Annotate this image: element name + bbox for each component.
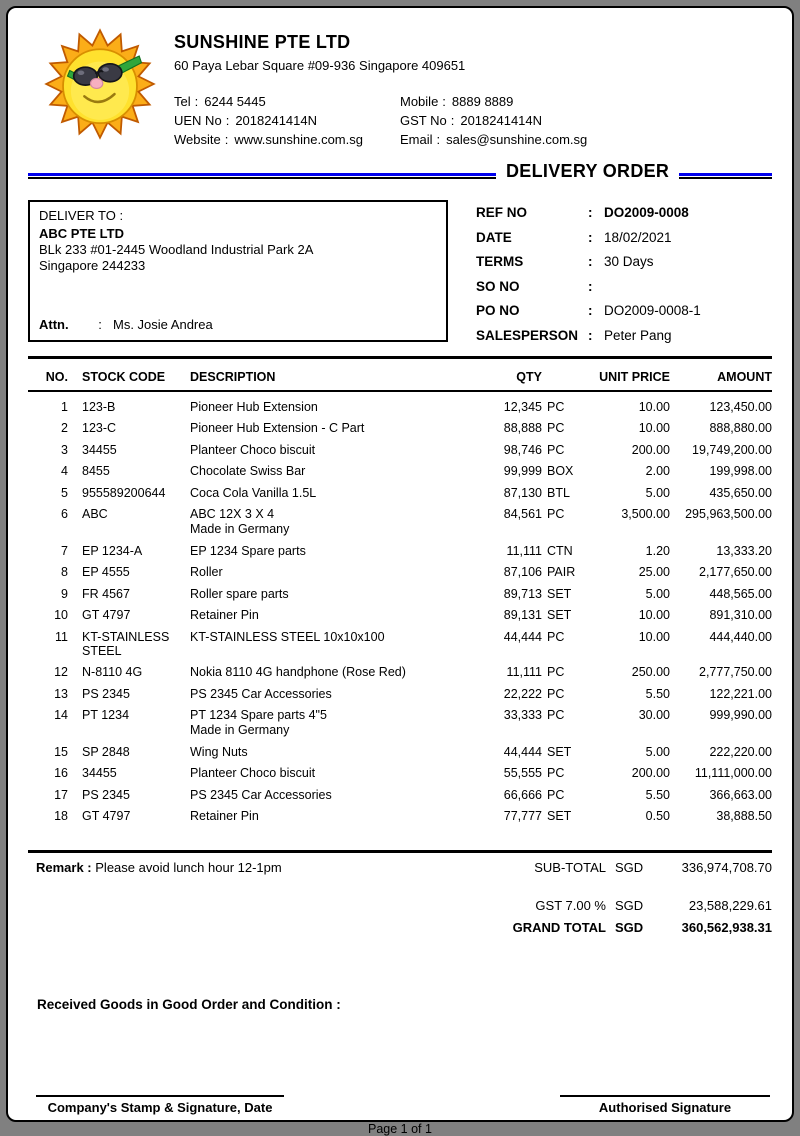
item-no: 13	[54, 686, 68, 701]
item-uom: PC	[547, 629, 565, 644]
item-qty: 66,666	[503, 787, 542, 802]
table-row	[28, 500, 772, 537]
contact-value: 8889 8889	[451, 94, 514, 109]
document-title-row	[28, 162, 772, 181]
table-row	[28, 679, 772, 701]
table-row	[28, 579, 772, 601]
item-qty: 12,345	[503, 399, 542, 414]
item-no: 1	[61, 399, 68, 414]
order-info-label: SO NO	[476, 278, 520, 294]
item-description	[190, 788, 462, 802]
order-info-label: TERMS	[476, 254, 524, 269]
item-amount: 888,880.00	[709, 421, 772, 435]
total-currency: SGD	[615, 920, 644, 935]
item-description	[190, 809, 462, 823]
table-row	[28, 622, 772, 658]
order-info	[476, 200, 772, 352]
contact-row	[174, 113, 400, 128]
item-amount: 999,990.00	[709, 708, 772, 722]
item-stock-code: GT 4797	[82, 809, 131, 823]
col-header-amount: AMOUNT	[717, 370, 772, 384]
contact-value: 2018241414N	[235, 113, 318, 128]
item-uom: CTN	[547, 543, 573, 558]
item-no: 7	[61, 543, 68, 558]
item-amount: 366,663.00	[709, 787, 772, 802]
item-stock-code: 955589200644	[82, 485, 166, 500]
total-amount: 336,974,708.70	[681, 860, 772, 875]
total-row	[513, 891, 772, 913]
item-qty: 77,777	[503, 809, 542, 823]
item-unit-price: 5.00	[645, 485, 670, 500]
item-description-line1: Planteer Choco biscuit	[190, 766, 316, 780]
item-uom: PC	[547, 507, 565, 521]
item-qty: 87,106	[503, 565, 542, 579]
item-uom: PC	[547, 787, 565, 802]
item-stock-code: 34455	[82, 766, 117, 780]
sun-logo-icon	[36, 28, 164, 140]
table-row	[28, 802, 772, 824]
item-unit-price: 2.00	[645, 464, 670, 478]
item-amount: 199,998.00	[709, 464, 772, 478]
total-currency: SGD	[615, 898, 644, 913]
order-info-value: DO2009-0008-1	[604, 303, 701, 318]
item-stock-code: EP 4555	[82, 565, 130, 579]
item-qty: 87,130	[503, 485, 542, 500]
order-info-value: Peter Pang	[604, 327, 672, 343]
company-header	[28, 28, 772, 147]
order-info-row	[476, 230, 772, 245]
item-description	[190, 587, 462, 601]
item-amount: 891,310.00	[709, 608, 772, 622]
deliver-to-label: DELIVER TO :	[39, 208, 124, 223]
table-row	[28, 414, 772, 436]
contact-label: GST No	[400, 113, 447, 128]
item-qty: 84,561	[503, 507, 542, 521]
item-no: 12	[54, 665, 68, 679]
item-uom: SET	[547, 809, 572, 823]
total-amount: 23,588,229.61	[688, 898, 772, 913]
item-description-line1: Roller	[190, 565, 223, 579]
col-header-stock-code: STOCK CODE	[82, 370, 166, 384]
contact-colon: :	[436, 132, 441, 147]
company-name: SUNSHINE PTE LTD	[174, 32, 351, 52]
order-info-label: REF NO	[476, 205, 528, 220]
contact-row	[174, 132, 400, 147]
item-description	[190, 486, 462, 500]
deliver-to-box	[28, 200, 448, 342]
item-no: 14	[54, 708, 68, 722]
item-description-line1: Chocolate Swiss Bar	[190, 464, 306, 478]
page-number: Page 1 of 1	[368, 1122, 432, 1136]
order-info-colon: :	[588, 254, 593, 269]
order-info-label: SALESPERSON	[476, 327, 579, 343]
item-uom: PC	[547, 686, 565, 701]
contact-row	[400, 113, 587, 128]
order-info-value: 18/02/2021	[604, 229, 672, 245]
item-unit-price: 5.00	[645, 744, 670, 759]
item-uom: PC	[547, 399, 565, 414]
item-qty: 22,222	[503, 686, 542, 701]
table-row	[28, 536, 772, 558]
deliver-to-name: ABC PTE LTD	[39, 226, 124, 241]
contact-row	[400, 132, 587, 147]
item-stock-code: ABC	[82, 507, 108, 521]
item-qty: 44,444	[503, 744, 542, 759]
item-amount: 11,111,000.00	[694, 766, 772, 780]
item-description	[190, 687, 462, 701]
item-unit-price: 5.00	[645, 586, 670, 601]
item-uom: PC	[547, 421, 565, 435]
item-stock-code: 8455	[82, 464, 110, 478]
company-contacts	[174, 94, 772, 147]
item-description-line1: Pioneer Hub Extension - C Part	[190, 421, 365, 435]
rule-above-table	[28, 356, 772, 359]
order-info-colon: :	[588, 303, 593, 318]
item-unit-price: 1.20	[645, 543, 670, 558]
item-unit-price: 30.00	[638, 708, 670, 722]
item-qty: 88,888	[503, 421, 542, 435]
item-unit-price: 5.50	[645, 787, 670, 802]
item-unit-price: 25.00	[638, 565, 670, 579]
attn-value: Ms. Josie Andrea	[113, 317, 213, 332]
company-address: 60 Paya Lebar Square #09-936 Singapore 409651	[174, 58, 466, 73]
contact-colon: :	[224, 132, 229, 147]
item-no: 8	[61, 565, 68, 579]
item-amount: 448,565.00	[709, 586, 772, 601]
item-uom: PC	[547, 442, 565, 457]
contact-colon: :	[442, 94, 446, 109]
order-info-label: PO NO	[476, 303, 520, 318]
item-amount: 122,221.00	[709, 686, 772, 701]
order-info-colon: :	[588, 205, 593, 220]
order-info-row	[476, 279, 772, 294]
item-description-line1: Planteer Choco biscuit	[190, 442, 316, 457]
item-amount: 13,333.20	[716, 543, 772, 558]
table-row	[28, 478, 772, 500]
order-info-colon: :	[588, 327, 593, 343]
total-label: SUB-TOTAL	[534, 860, 606, 875]
col-header-unit-price: UNIT PRICE	[599, 370, 670, 384]
col-header-description: DESCRIPTION	[190, 370, 276, 384]
col-header-qty: QTY	[516, 370, 542, 384]
contact-colon: :	[225, 113, 230, 128]
order-info-value: 30 Days	[604, 254, 654, 269]
item-qty: 11,111	[506, 665, 542, 679]
item-amount: 435,650.00	[709, 485, 772, 500]
item-description-line1: PS 2345 Car Accessories	[190, 686, 332, 701]
table-row	[28, 601, 772, 623]
item-description	[190, 708, 462, 737]
table-row	[28, 392, 772, 414]
item-unit-price: 3,500.00	[621, 507, 670, 521]
table-row	[28, 701, 772, 738]
item-unit-price: 200.00	[631, 442, 670, 457]
remark-label: Remark :	[36, 860, 92, 875]
item-description	[190, 400, 462, 414]
item-description	[190, 608, 462, 622]
item-description-line1: Retainer Pin	[190, 809, 259, 823]
item-description-line1: Coca Cola Vanilla 1.5L	[190, 485, 317, 500]
item-no: 17	[54, 787, 68, 802]
company-signature-label: Company's Stamp & Signature, Date	[36, 1095, 284, 1115]
item-amount: 2,777,750.00	[699, 665, 772, 679]
item-description-line2: Made in Germany	[190, 723, 290, 737]
item-qty: 55,555	[503, 766, 542, 780]
item-description-line1: PT 1234 Spare parts 4"5	[190, 708, 327, 722]
item-unit-price: 250.00	[631, 665, 670, 679]
item-qty: 33,333	[503, 708, 542, 722]
contact-label: UEN No	[174, 113, 222, 128]
contact-value: www.sunshine.com.sg	[234, 132, 363, 147]
item-amount: 2,177,650.00	[699, 565, 772, 579]
deliver-to-address2: Singapore 244233	[39, 258, 146, 273]
order-info-row	[476, 328, 772, 343]
order-info-row	[476, 205, 772, 220]
items-table-body	[28, 392, 772, 850]
contact-value: sales@sunshine.com.sg	[446, 132, 588, 147]
item-amount: 444,440.00	[709, 629, 772, 644]
item-no: 16	[54, 766, 68, 780]
item-unit-price: 10.00	[638, 629, 670, 644]
item-stock-code: N-8110 4G	[82, 665, 143, 679]
item-stock-code: 123-C	[82, 421, 117, 435]
table-row	[28, 558, 772, 580]
item-no: 3	[61, 442, 68, 457]
item-no: 9	[61, 586, 68, 601]
table-row	[28, 737, 772, 759]
item-qty: 99,999	[503, 464, 542, 478]
item-no: 4	[61, 464, 68, 478]
delivery-order-page	[6, 6, 794, 1136]
order-info-colon: :	[588, 278, 593, 294]
remark	[36, 853, 282, 935]
contact-label: Mobile	[400, 94, 439, 109]
item-stock-code: FR 4567	[82, 586, 130, 601]
item-unit-price: 10.00	[638, 608, 670, 622]
item-no: 11	[55, 629, 68, 644]
item-description-line1: Pioneer Hub Extension	[190, 399, 318, 414]
item-stock-code: 123-B	[82, 399, 116, 414]
item-unit-price: 0.50	[645, 809, 670, 823]
table-row	[28, 435, 772, 457]
title-rule-right	[679, 173, 772, 179]
item-unit-price: 5.50	[645, 686, 670, 701]
table-row	[28, 759, 772, 781]
item-amount: 295,963,500.00	[685, 507, 772, 521]
item-stock-code: PT 1234	[82, 708, 130, 722]
item-no: 5	[61, 485, 68, 500]
item-no: 15	[54, 744, 68, 759]
deliver-to-address1: BLk 233 #01-2445 Woodland Industrial Park 2A	[39, 242, 314, 257]
contact-colon: :	[194, 94, 199, 109]
received-goods-label: Received Goods in Good Order and Condition :	[37, 997, 341, 1012]
item-description	[190, 544, 462, 558]
attn-colon: :	[98, 317, 102, 332]
item-description-line1: Roller spare parts	[190, 586, 289, 601]
item-uom: PC	[547, 665, 565, 679]
item-description	[190, 464, 462, 478]
contact-value: 2018241414N	[460, 113, 543, 128]
item-amount: 38,888.50	[716, 809, 772, 823]
item-description	[190, 507, 462, 536]
item-unit-price: 10.00	[638, 421, 670, 435]
item-no: 18	[54, 809, 68, 823]
contact-label: Email	[400, 132, 433, 147]
total-label: GST 7.00 %	[535, 898, 606, 913]
contact-column-right	[400, 94, 587, 147]
item-no: 10	[54, 608, 68, 622]
item-description	[190, 421, 462, 435]
item-uom: BTL	[547, 485, 570, 500]
contact-colon: :	[450, 113, 455, 128]
item-stock-code: PS 2345	[82, 787, 130, 802]
contact-column-left	[174, 94, 400, 147]
item-description-line1: Wing Nuts	[190, 744, 248, 759]
item-qty: 44,444	[503, 629, 542, 644]
item-uom: SET	[547, 608, 572, 622]
contact-label: Tel	[174, 94, 191, 109]
item-description-line1: EP 1234 Spare parts	[190, 543, 306, 558]
item-amount: 19,749,200.00	[692, 442, 772, 457]
contact-value: 6244 5445	[204, 94, 266, 109]
company-signature-block	[36, 1095, 284, 1115]
item-description-line1: KT-STAINLESS STEEL 10x10x100	[190, 629, 385, 644]
table-row	[28, 457, 772, 479]
total-row	[513, 853, 772, 875]
totals	[513, 853, 772, 935]
item-description	[190, 766, 462, 780]
total-currency: SGD	[615, 860, 644, 875]
item-no: 6	[61, 507, 68, 521]
item-description-line1: Nokia 8110 4G handphone (Rose Red)	[190, 665, 406, 679]
order-info-row	[476, 254, 772, 269]
item-stock-code: SP 2848	[82, 744, 130, 759]
item-description	[190, 665, 462, 679]
item-no: 2	[61, 421, 68, 435]
item-unit-price: 200.00	[631, 766, 670, 780]
total-row	[513, 913, 772, 935]
contact-row	[174, 94, 400, 109]
item-description-line2: Made in Germany	[190, 522, 290, 536]
remark-text: Please avoid lunch hour 12-1pm	[95, 860, 282, 875]
item-qty: 11,111	[506, 543, 542, 558]
item-stock-code: PS 2345	[82, 686, 130, 701]
order-info-row	[476, 303, 772, 318]
item-uom: PAIR	[547, 565, 576, 579]
item-description	[190, 443, 462, 457]
items-table-header	[28, 363, 772, 392]
item-amount: 222,220.00	[709, 744, 772, 759]
item-uom: BOX	[547, 464, 574, 478]
item-uom: SET	[547, 744, 572, 759]
document-title: DELIVERY ORDER	[506, 161, 670, 181]
total-label: GRAND TOTAL	[512, 920, 606, 935]
item-uom: PC	[547, 766, 565, 780]
contact-label: Website	[174, 132, 221, 147]
contact-row	[400, 94, 587, 109]
item-stock-code: 34455	[82, 442, 117, 457]
col-header-no: NO.	[45, 370, 68, 384]
title-rule-left	[28, 173, 496, 179]
item-description	[190, 745, 462, 759]
item-stock-code: KT-STAINLESS STEEL	[82, 629, 170, 658]
col-header-uom	[542, 370, 586, 384]
item-stock-code: GT 4797	[82, 608, 131, 622]
authorised-signature-block	[560, 1095, 770, 1115]
item-stock-code: EP 1234-A	[82, 543, 143, 558]
item-description-line1: Retainer Pin	[190, 608, 259, 622]
authorised-signature-label: Authorised Signature	[560, 1095, 770, 1115]
item-qty: 89,713	[503, 586, 542, 601]
attn-label: Attn.	[39, 317, 69, 332]
table-row	[28, 658, 772, 680]
item-description	[190, 630, 462, 658]
item-description-line1: ABC 12X 3 X 4	[190, 507, 275, 521]
item-qty: 89,131	[503, 608, 542, 622]
item-uom: SET	[547, 586, 572, 601]
table-row	[28, 780, 772, 802]
item-uom: PC	[547, 708, 565, 722]
order-info-label: DATE	[476, 229, 512, 245]
item-qty: 98,746	[503, 442, 542, 457]
attn-row	[39, 317, 213, 333]
order-info-colon: :	[588, 229, 593, 245]
item-description-line1: PS 2345 Car Accessories	[190, 787, 332, 802]
total-amount: 360,562,938.31	[681, 920, 772, 935]
order-info-value: DO2009-0008	[604, 205, 689, 220]
item-amount: 123,450.00	[709, 399, 772, 414]
item-description	[190, 565, 462, 579]
item-unit-price: 10.00	[638, 399, 670, 414]
